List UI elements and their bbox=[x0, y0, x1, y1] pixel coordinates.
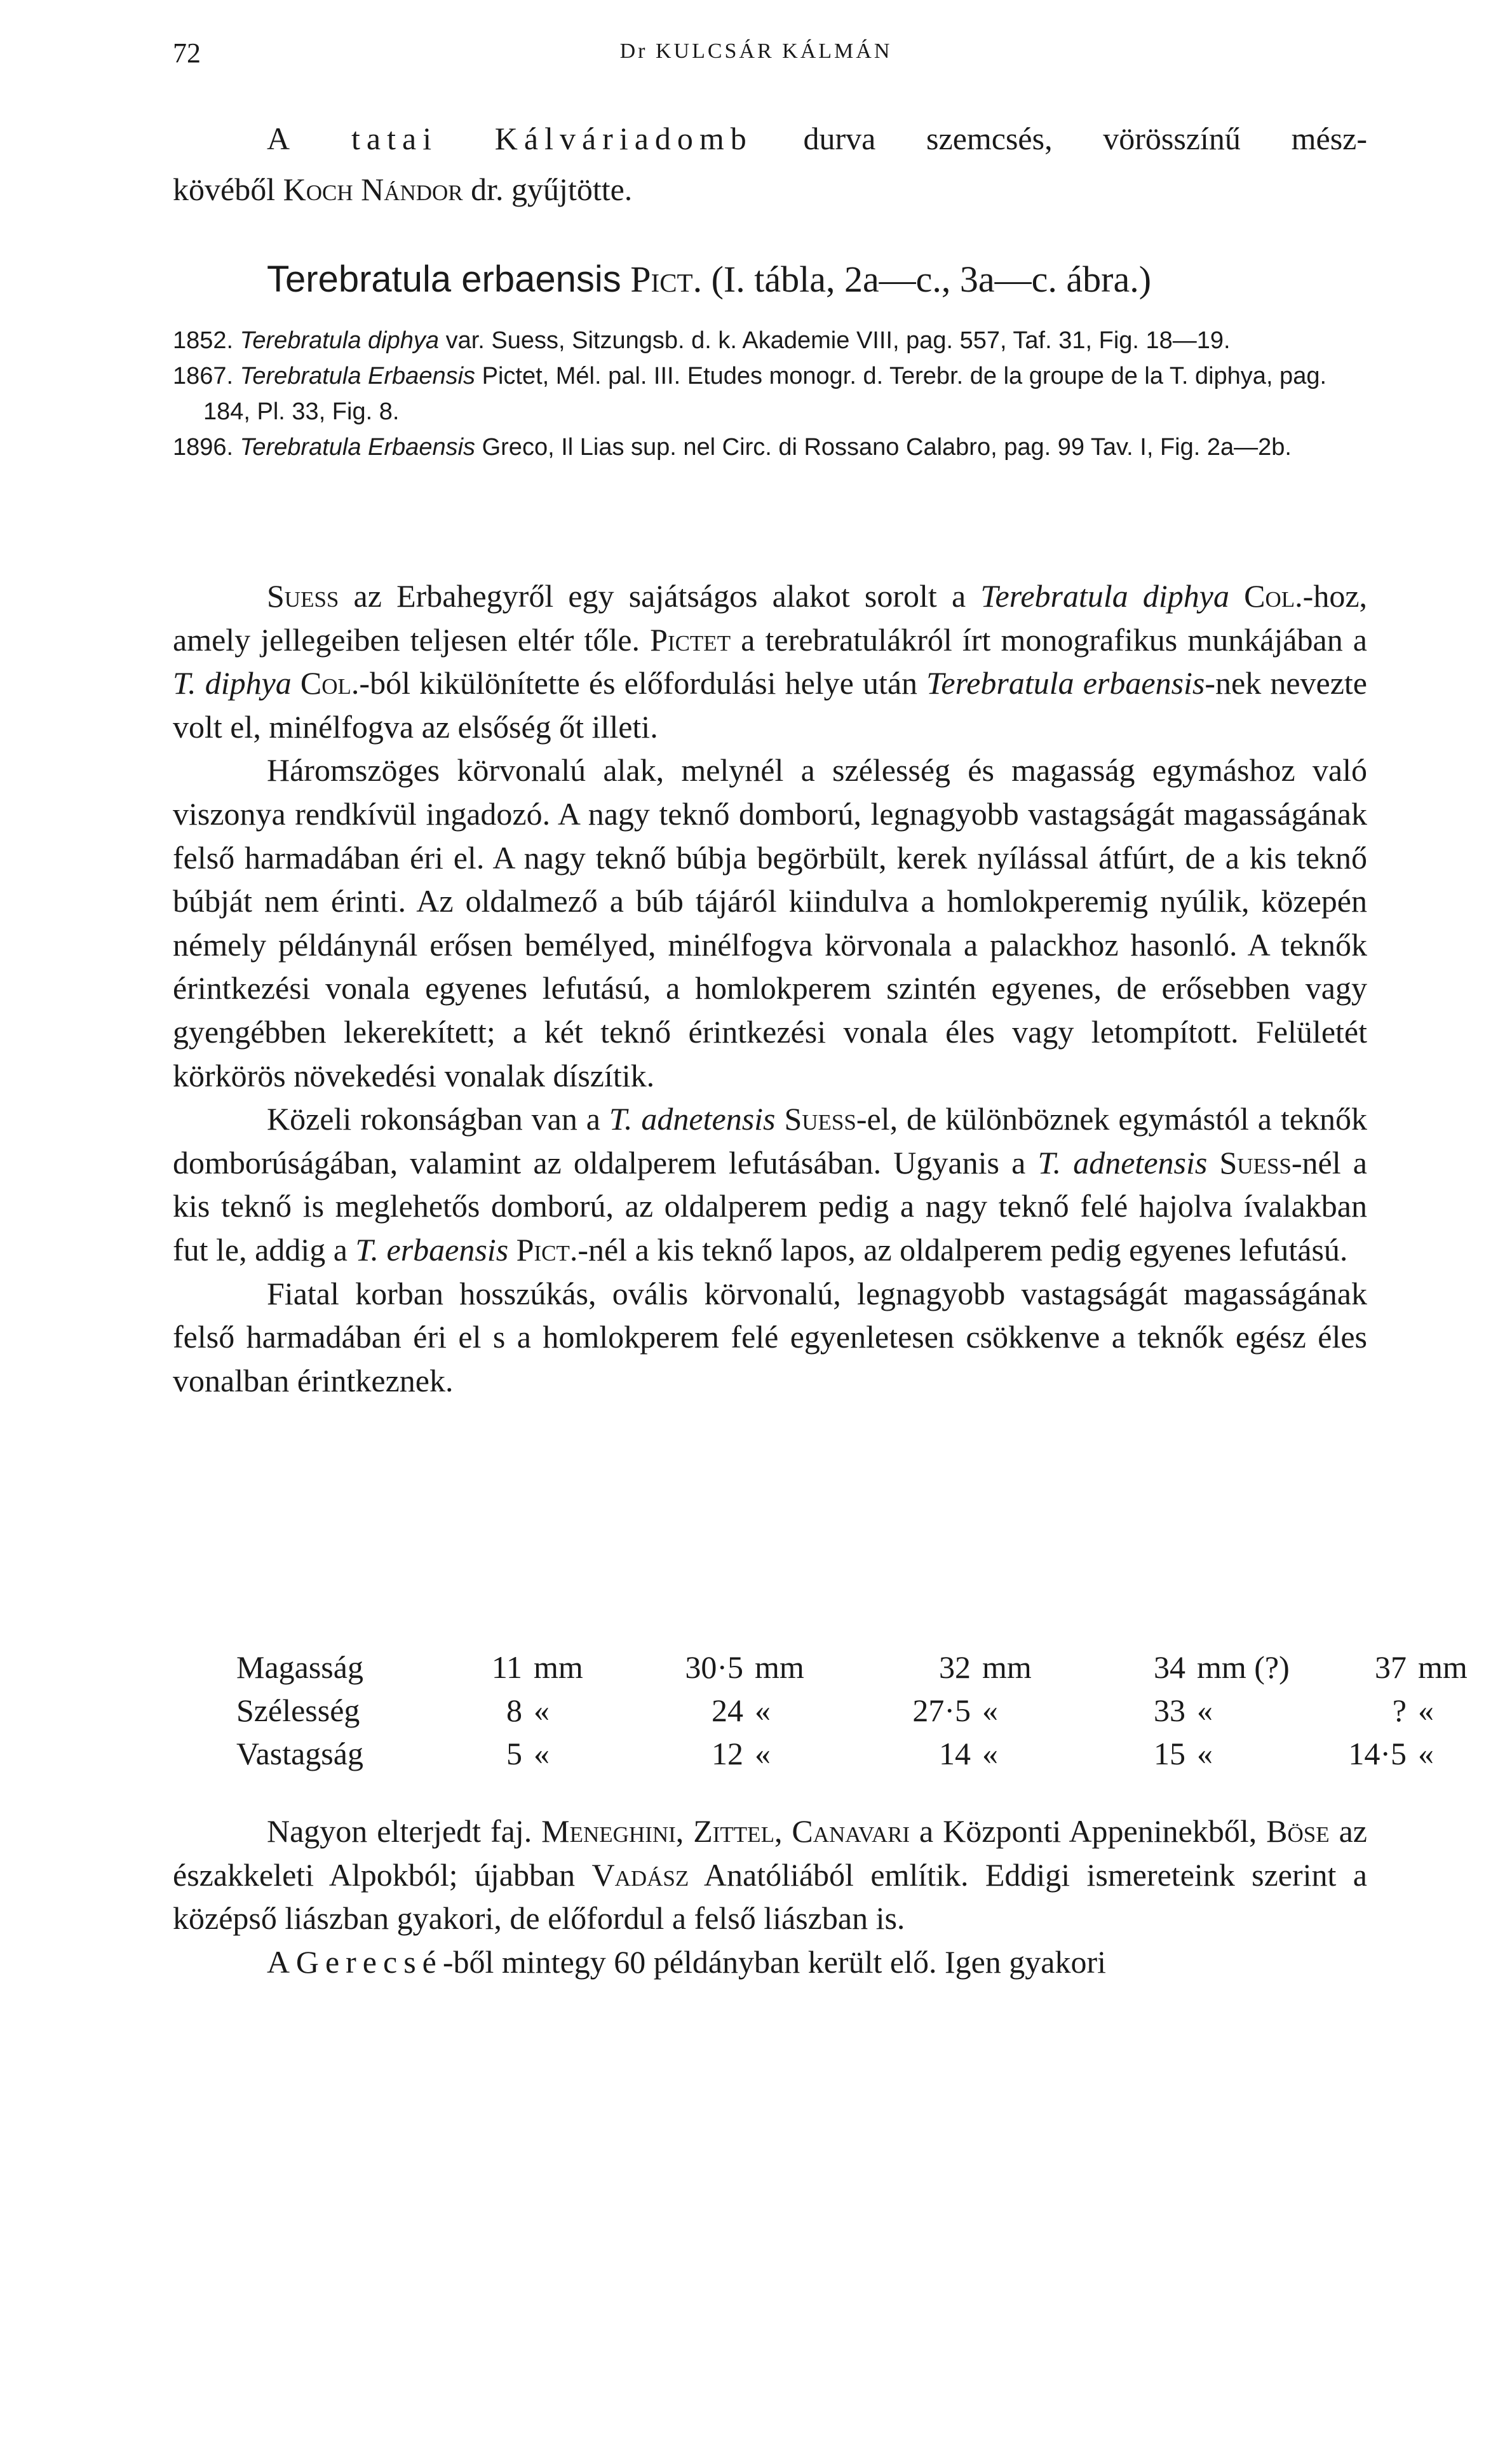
synonymy-entry: 1896. Terebratula Erbaensis Greco, Il Lias sup. nel Circ. di Rossano Calabro, pag. 99 Tav. I, Fig. 2a—2b. bbox=[173, 434, 1292, 461]
paragraph-description: Háromszöges körvonalú alak, melynél a szélesség és magasság egymáshoz való viszonya rendkívül ingadozó. A nagy teknő domború, legnagyobb vastagságát magasságának felső harmadában éri el. A nagy teknő búbja begörbült, kerek nyílással átfúrt, de a kis teknő búbját nem érinti. Az oldalmező a búb tájáról kiindulva a homlokperemig nyúlik, közepén némely példánynál erősen bemélyed, minélfogva körvonala a palackhoz hasonló. A teknők érintkezési vonala egyenes lefutású, a homlokperem szintén egyenes, de erősebben vagy gyengébben lekerekített; a két teknő érintkezési vonala éles vagy letompított. Felületét körkörös növekedési vonalak díszítik. bbox=[173, 752, 1367, 1093]
running-head: Dr KULCSÁR KÁLMÁN bbox=[619, 39, 893, 63]
table-row: Szélesség 8 « 24 « 27·5 « 33 « ? « bbox=[236, 1693, 1434, 1728]
table-row: Magasság 11 mm 30·5 mm 32 mm 34 mm (?) 37 mm bbox=[236, 1649, 1468, 1685]
intro-paragraph: A tatai Kálváriadomb durva szemcsés, vörösszínű mész- kövéből Koch Nándor dr. gyűjtötte. bbox=[173, 121, 1367, 207]
paragraph-juvenile: Fiatal korban hosszúkás, ovális körvonalú, legnagyobb vastagságát magasságának felső harmadában éri el s a homlokperem felé egyenletesen csökkenve a teknők egész éles vonalban érintkeznek. bbox=[173, 1275, 1367, 1398]
collector-name: Koch Nándor bbox=[283, 172, 463, 207]
locality: A tatai Kálváriadomb bbox=[267, 121, 753, 156]
closing-text bbox=[173, 1809, 1367, 1984]
species-author: Pict. bbox=[630, 259, 703, 300]
description-body bbox=[173, 574, 1367, 1402]
page-number: 72 bbox=[173, 37, 201, 69]
species-name: Terebratula erbaensis bbox=[267, 259, 621, 300]
paragraph-distribution: Nagyon elterjedt faj. Meneghini, Zittel, Canavari a Központi Appeninekből, Böse az északkeleti Alpokból; újabban Vadász Anatóliából említik. Eddigi ismereteink szerint a középső liászban gyakori, de előfordul a felső liászban is. bbox=[173, 1813, 1367, 1937]
synonymy-entry: 1867. Terebratula Erbaensis Pictet, Mél. pal. III. Etudes monogr. d. Terebr. de la groupe de la T. diphya, pag. 184, Pl. 33, Fig. 8. bbox=[173, 363, 1327, 425]
paragraph-history: Suess az Erbahegyről egy sajátságos alakot sorolt a Terebratula diphya Col.-hoz, amely jellegeiben teljesen eltér tőle. Pictet a terebratulákról írt monografikus munkájában a T. diphya Col.-ból kikülönítette és előfordulási helye után Terebratula erbaensis-nek nevezte volt el, minélfogva az elsőség őt illeti. bbox=[173, 578, 1368, 745]
synonymy-entry: 1852. Terebratula diphya var. Suess, Sitzungsb. d. k. Akademie VIII, pag. 557, Taf. 31, Fig. 18—19. bbox=[173, 327, 1231, 354]
measurements-table bbox=[236, 1646, 1482, 1775]
synonymy-list bbox=[173, 323, 1367, 465]
paragraph-comparison: Közeli rokonságban van a T. adnetensis Suess-el, de különböznek egymástól a teknők domborúságában, valamint az oldalperem lefutásában. Ugyanis a T. adnetensis Suess-nél a kis teknő is meglehetős domború, az oldalperem pedig a nagy teknő felé hajolva ívalakban fut le, addig a T. erbaensis Pict.-nél a kis teknő lapos, az oldalperem pedig egyenes lefutású. bbox=[173, 1101, 1367, 1268]
plate-reference: (I. tábla, 2a—c., 3a—c. ábra.) bbox=[711, 259, 1152, 300]
paragraph-gerecse: A Gerecsé-ből mintegy 60 példányban került elő. Igen gyakori bbox=[267, 1944, 1107, 1980]
table-row: Vastagság 5 « 12 « 14 « 15 « 14·5 « bbox=[236, 1736, 1434, 1771]
species-heading bbox=[267, 258, 1151, 301]
